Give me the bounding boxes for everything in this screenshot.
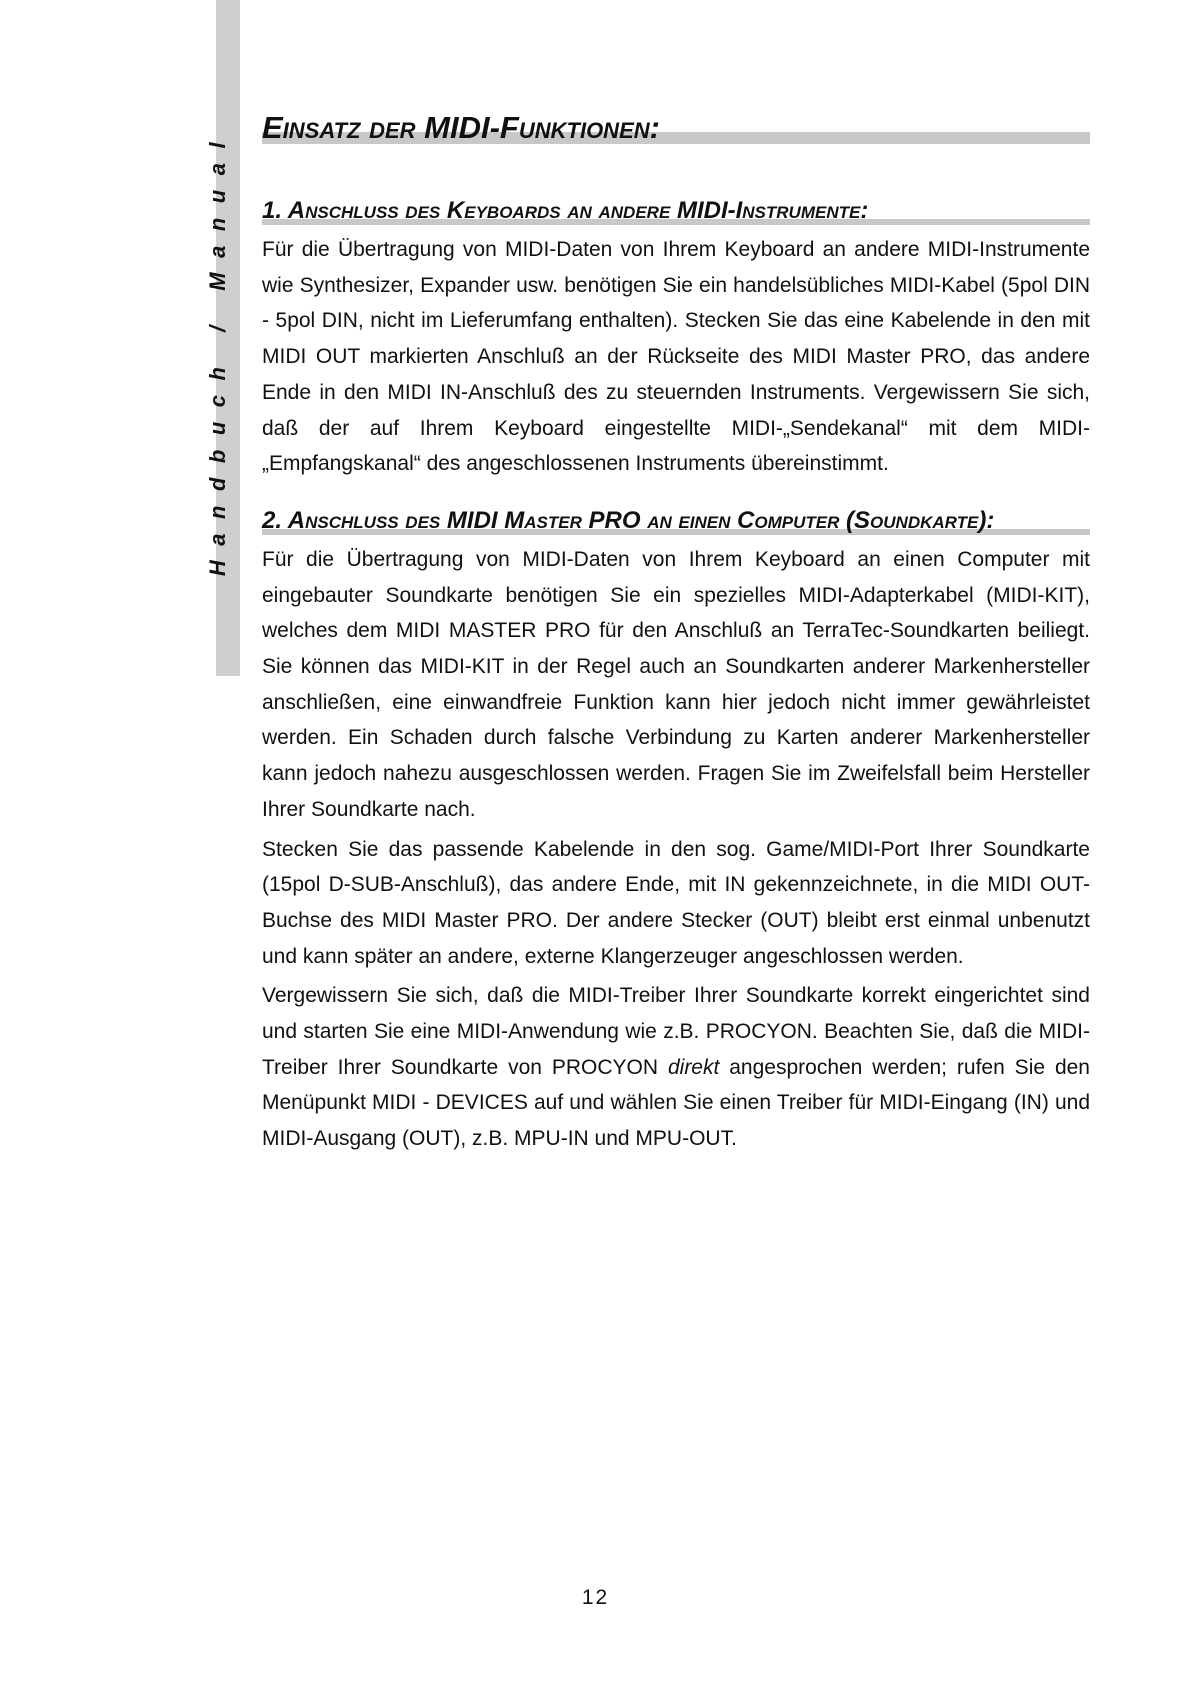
section-computer-connection [262, 504, 1090, 1157]
paragraph: Für die Übertragung von MIDI-Daten von Ihrem Keyboard an einen Computer mit eingebauter Soundkarte benötigen Sie ein spezielles MIDI-Adapterkabel (MIDI-KIT), welches dem MIDI MASTER PRO für den Anschluß an TerraTec-Soundkarten beiliegt. Sie können das MIDI-KIT in der Regel auch an Soundkarten anderer Markenhersteller anschließen, eine einwandfreie Funktion kann hier jedoch nicht immer gewährleistet werden. Ein Schaden durch falsche Verbindung zu Karten anderer Markenhersteller kann jedoch nahezu ausgeschlossen werden. Fragen Sie im Zweifelsfall beim Hersteller Ihrer Soundkarte nach. [262, 547, 1090, 821]
page-content [262, 108, 1090, 1179]
paragraph [262, 978, 1090, 1157]
page-title: Einsatz der MIDI-Funktionen: [262, 108, 1090, 150]
page-number: 12 [581, 1586, 610, 1609]
paragraph-text: angesprochen werden; rufen Sie den Menüpunkt MIDI - DEVICES auf und wählen Sie einen Treiber für MIDI-Eingang (IN) und MIDI-Ausgang (OUT), z.B. MPU-IN und MPU-OUT. [262, 1055, 1090, 1151]
paragraph-text: Vergewissern Sie sich, daß die MIDI-Treiber Ihrer Soundkarte korrekt eingerichtet sind und starten Sie eine MIDI-Anwendung wie z.B. PROCYON. Beachten Sie, daß die MIDI-Treiber Ihrer Soundkarte von PROCYON [262, 984, 1090, 1079]
section-keyboard-connection [262, 194, 1090, 482]
section-heading: 2. Anschluss des MIDI Master PRO an einen Computer (Soundkarte): [262, 504, 1090, 538]
running-header: Handbuch / Manual [205, 127, 230, 577]
section-heading: 1. Anschluss des Keyboards an andere MIDI-Instrumente: [262, 194, 1090, 228]
paragraph: Stecken Sie das passende Kabelende in den sog. Game/MIDI-Port Ihrer Soundkarte (15pol D-SUB-Anschluß), das andere Ende, mit IN gekennzeichnete, in die MIDI OUT-Buchse des MIDI Master PRO. Der andere Stecker (OUT) bleibt erst einmal unbenutzt und kann später an andere, externe Klangerzeuger angeschlossen werden. [262, 837, 1090, 968]
emphasis-text: direkt [667, 1055, 720, 1079]
paragraph: Für die Übertragung von MIDI-Daten von Ihrem Keyboard an andere MIDI-Instrumente wie Synthesizer, Expander usw. benötigen Sie ein handelsübliches MIDI-Kabel (5pol DIN - 5pol DIN, nicht im Lieferumfang enthalten). Stecken Sie das eine Kabelende in den mit MIDI OUT markierten Anschluß an der Rückseite des MIDI Master PRO, das andere Ende in den MIDI IN-Anschluß des zu steuernden Instruments. Vergewissern Sie sich, daß der auf Ihrem Keyboard eingestellte MIDI-„Sendekanal“ mit dem MIDI-„Empfangskanal“ des angeschlossenen Instruments übereinstimmt. [262, 238, 1090, 476]
